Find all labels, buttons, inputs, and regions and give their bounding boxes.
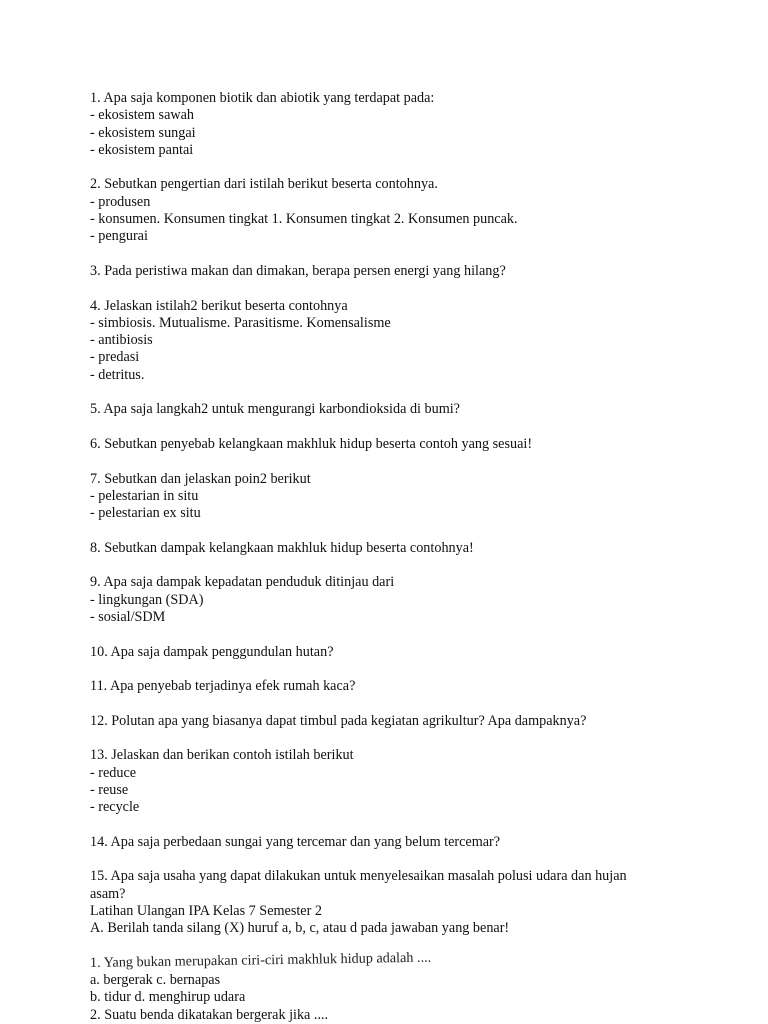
mc-question-1-options-bd: b. tidur d. menghirup udara	[90, 989, 246, 1006]
question-line: - simbiosis. Mutualisme. Parasitisme. Komensalisme	[90, 314, 391, 331]
question-line: 15. Apa saja usaha yang dapat dilakukan untuk menyelesaikan masalah polusi udara dan hujan	[90, 868, 627, 885]
mc-question-1-options-ac: a. bergerak c. bernapas	[90, 972, 221, 989]
section-instruction: A. Berilah tanda silang (X) huruf a, b, c, atau d pada jawaban yang benar!	[90, 920, 510, 937]
question-line: - pelestarian ex situ	[90, 505, 201, 522]
multiple-choice-section	[89, 949, 690, 1024]
question-line: 11. Apa penyebab terjadinya efek rumah kaca?	[90, 678, 356, 695]
mc-question-2-stem: 2. Suatu benda dikatakan bergerak jika ....	[90, 1006, 329, 1023]
question-line: - sosial/SDM	[90, 608, 166, 625]
question-13	[90, 747, 690, 816]
question-4	[90, 298, 690, 384]
question-line: 8. Sebutkan dampak kelangkaan makhluk hidup beserta contohnya!	[90, 539, 474, 556]
question-1	[90, 90, 690, 159]
question-line: - ekosistem sungai	[90, 124, 196, 141]
question-line: - predasi	[90, 349, 140, 366]
question-2	[90, 176, 690, 245]
question-line: - lingkungan (SDA)	[90, 591, 204, 608]
question-line: 3. Pada peristiwa makan dan dimakan, berapa persen energi yang hilang?	[90, 262, 506, 279]
question-line: 1. Apa saja komponen biotik dan abiotik yang terdapat pada:	[90, 90, 435, 106]
question-line: - ekosistem sawah	[90, 107, 195, 124]
question-line: 13. Jelaskan dan berikan contoh istilah berikut	[90, 747, 354, 764]
question-line: - antibiosis	[90, 332, 153, 349]
question-line: 14. Apa saja perbedaan sungai yang tercemar dan yang belum tercemar?	[90, 833, 501, 850]
question-line: 2. Sebutkan pengertian dari istilah berikut beserta contohnya.	[90, 176, 438, 193]
question-line: - pengurai	[90, 228, 148, 245]
mc-question-1-stem	[89, 949, 690, 972]
question-line: - ekosistem pantai	[90, 141, 194, 158]
question-3	[90, 263, 690, 280]
question-line: 10. Apa saja dampak penggundulan hutan?	[90, 643, 334, 660]
question-12	[90, 713, 690, 730]
question-line: asam?	[90, 885, 126, 902]
question-8	[90, 540, 690, 557]
question-line: - detritus.	[90, 366, 145, 383]
question-line: - recycle	[90, 799, 140, 816]
question-line: 6. Sebutkan penyebab kelangkaan makhluk hidup beserta contoh yang sesuai!	[90, 435, 533, 452]
mc-question-1-text: 1. Yang bukan merupakan ciri-ciri makhluk hidup adalah ....	[89, 949, 432, 971]
question-line: - reduce	[90, 764, 137, 781]
question-10	[90, 644, 690, 661]
question-15-and-heading	[90, 868, 690, 937]
question-line: - produsen	[90, 193, 151, 210]
question-11	[90, 678, 690, 695]
question-14	[90, 834, 690, 851]
question-line: 9. Apa saja dampak kepadatan penduduk ditinjau dari	[90, 574, 395, 591]
question-line: 4. Jelaskan istilah2 berikut beserta contohnya	[90, 297, 348, 314]
question-line: 5. Apa saja langkah2 untuk mengurangi karbondioksida di bumi?	[90, 401, 460, 418]
question-7	[90, 471, 690, 523]
question-5	[90, 401, 690, 418]
question-line: - reuse	[90, 781, 129, 798]
section-heading: Latihan Ulangan IPA Kelas 7 Semester 2	[90, 902, 322, 919]
question-9	[90, 574, 690, 626]
question-line: - pelestarian in situ	[90, 487, 199, 504]
question-line: 12. Polutan apa yang biasanya dapat timbul pada kegiatan agrikultur? Apa dampaknya?	[90, 712, 587, 729]
document-page	[90, 90, 690, 1024]
question-line: 7. Sebutkan dan jelaskan poin2 berikut	[90, 470, 311, 487]
question-line: - konsumen. Konsumen tingkat 1. Konsumen tingkat 2. Konsumen puncak.	[90, 211, 518, 228]
question-6	[90, 436, 690, 453]
